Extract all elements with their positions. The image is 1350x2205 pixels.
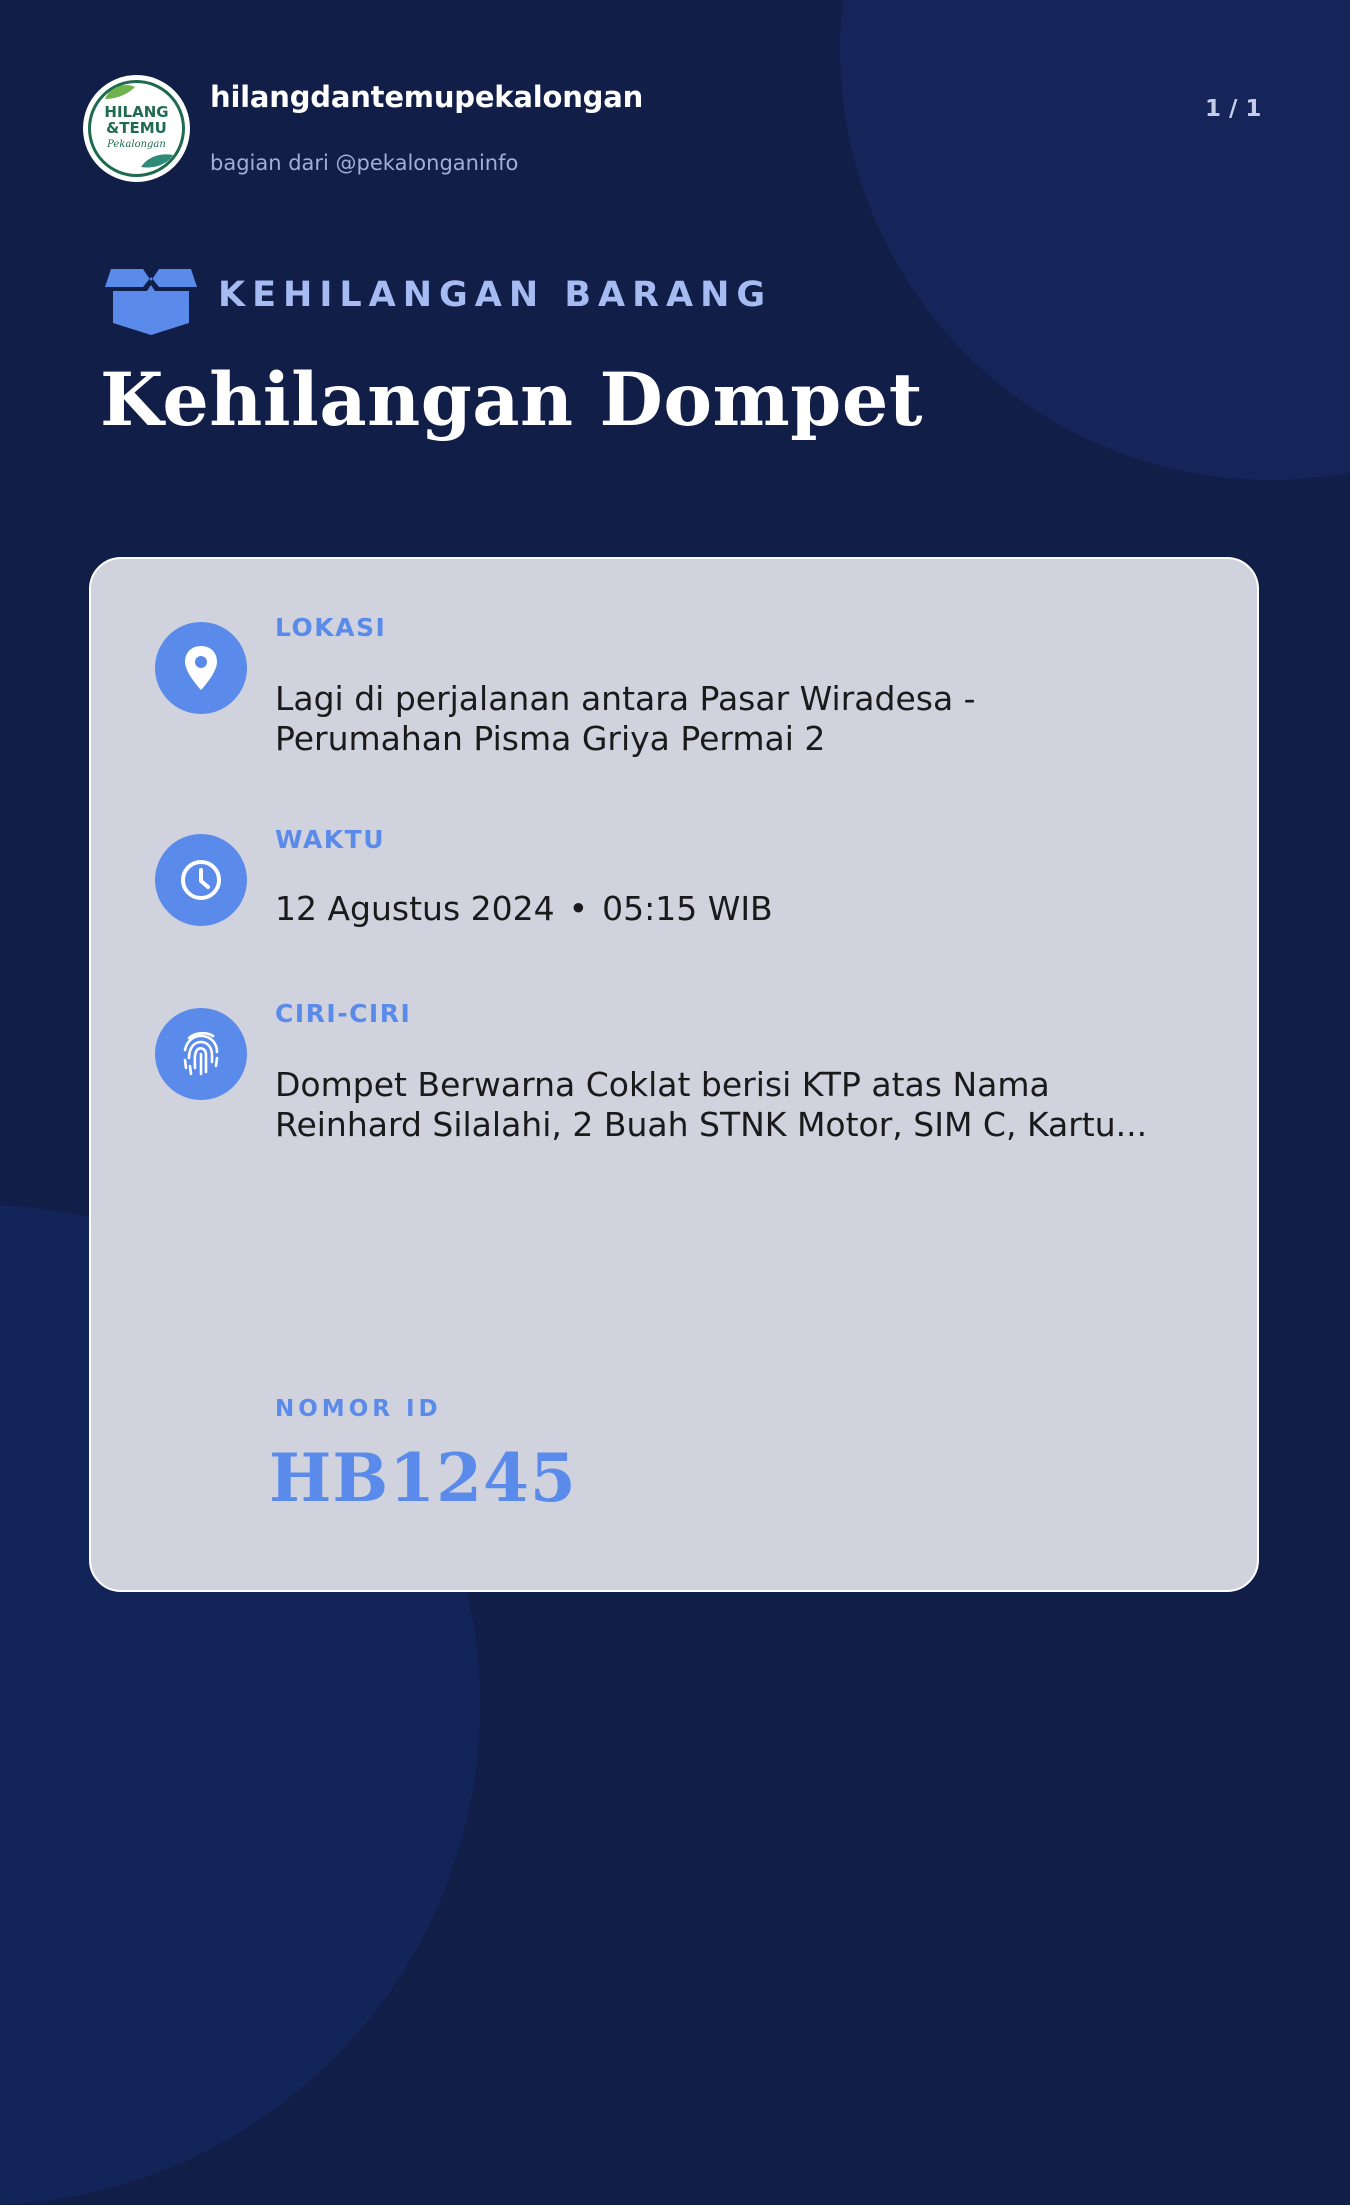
waktu-separator: •	[568, 889, 589, 928]
logo-text-hilang: HILANG	[104, 103, 169, 121]
waktu-label: WAKTU	[275, 825, 386, 854]
clock-icon	[155, 834, 247, 926]
waktu-time: 05:15 WIB	[602, 889, 773, 928]
fingerprint-icon-badge	[155, 1008, 247, 1100]
id-label: NOMOR ID	[275, 1396, 442, 1422]
ciri-label: CIRI-CIRI	[275, 999, 412, 1028]
waktu-date: 12 Agustus 2024	[275, 889, 555, 928]
category-label: KEHILANGAN BARANG	[218, 275, 773, 315]
box-icon	[103, 265, 199, 337]
lokasi-label: LOKASI	[275, 613, 387, 642]
fingerprint-icon	[155, 1008, 247, 1100]
logo-text-pekalongan: Pekalongan	[107, 139, 166, 150]
page-indicator: 1 / 1	[1205, 96, 1262, 122]
time-icon-badge	[155, 834, 247, 926]
account-name[interactable]: hilangdantemupekalongan	[210, 80, 644, 114]
account-subtitle: bagian dari @pekalonganinfo	[210, 151, 519, 175]
account-logo[interactable]	[83, 75, 190, 182]
waktu-value	[275, 889, 1155, 929]
id-value: HB1245	[269, 1439, 577, 1517]
hilang-temu-logo-icon	[83, 75, 190, 182]
logo-text-temu: &TEMU	[106, 119, 167, 137]
location-icon-badge	[155, 622, 247, 714]
ciri-value: Dompet Berwarna Coklat berisi KTP atas Nama Reinhard Silalahi, 2 Buah STNK Motor, SIM C, Kartu...	[275, 1065, 1148, 1144]
lokasi-value: Lagi di perjalanan antara Pasar Wiradesa - Perumahan Pisma Griya Permai 2	[275, 679, 976, 758]
detail-card	[89, 557, 1259, 1592]
map-pin-icon	[155, 622, 247, 714]
page-title: Kehilangan Dompet	[100, 357, 923, 443]
